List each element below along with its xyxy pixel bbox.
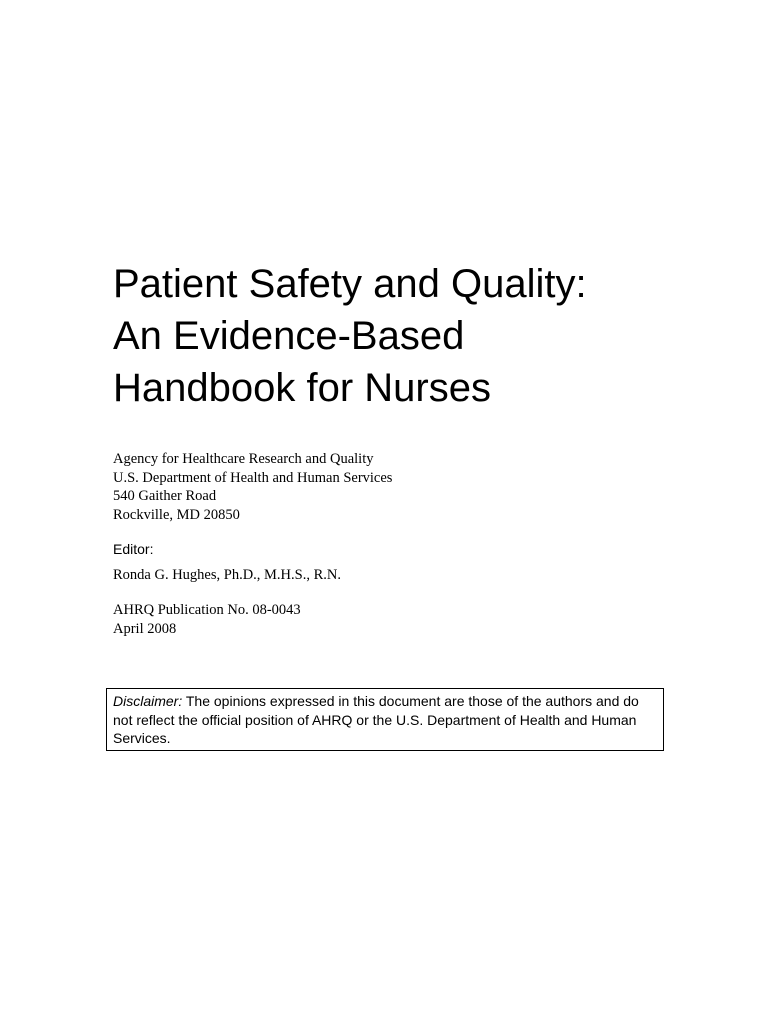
title-line-3: Handbook for Nurses — [113, 366, 491, 410]
document-title — [113, 258, 733, 414]
disclaimer-text: The opinions expressed in this document are those of the authors and do not reflect the official position of AHRQ or the U.S. Department of Health and Human Services. — [113, 693, 639, 746]
editor-name: Ronda G. Hughes, Ph.D., M.H.S., R.N. — [113, 567, 341, 583]
editor-heading: Editor: — [113, 541, 154, 557]
publication-date: April 2008 — [113, 620, 177, 637]
department-name: U.S. Department of Health and Human Services — [113, 469, 393, 486]
agency-name: Agency for Healthcare Research and Quality — [113, 451, 374, 467]
disclaimer-label: Disclaimer: — [113, 693, 183, 709]
publication-info — [113, 601, 301, 638]
agency-address — [113, 450, 392, 524]
publication-number: AHRQ Publication No. 08-0043 — [113, 602, 301, 618]
disclaimer-box — [106, 688, 664, 751]
title-line-1: Patient Safety and Quality: — [113, 262, 587, 306]
city-state-zip: Rockville, MD 20850 — [113, 506, 240, 523]
title-line-2: An Evidence-Based — [113, 314, 465, 358]
street-address: 540 Gaither Road — [113, 488, 217, 504]
